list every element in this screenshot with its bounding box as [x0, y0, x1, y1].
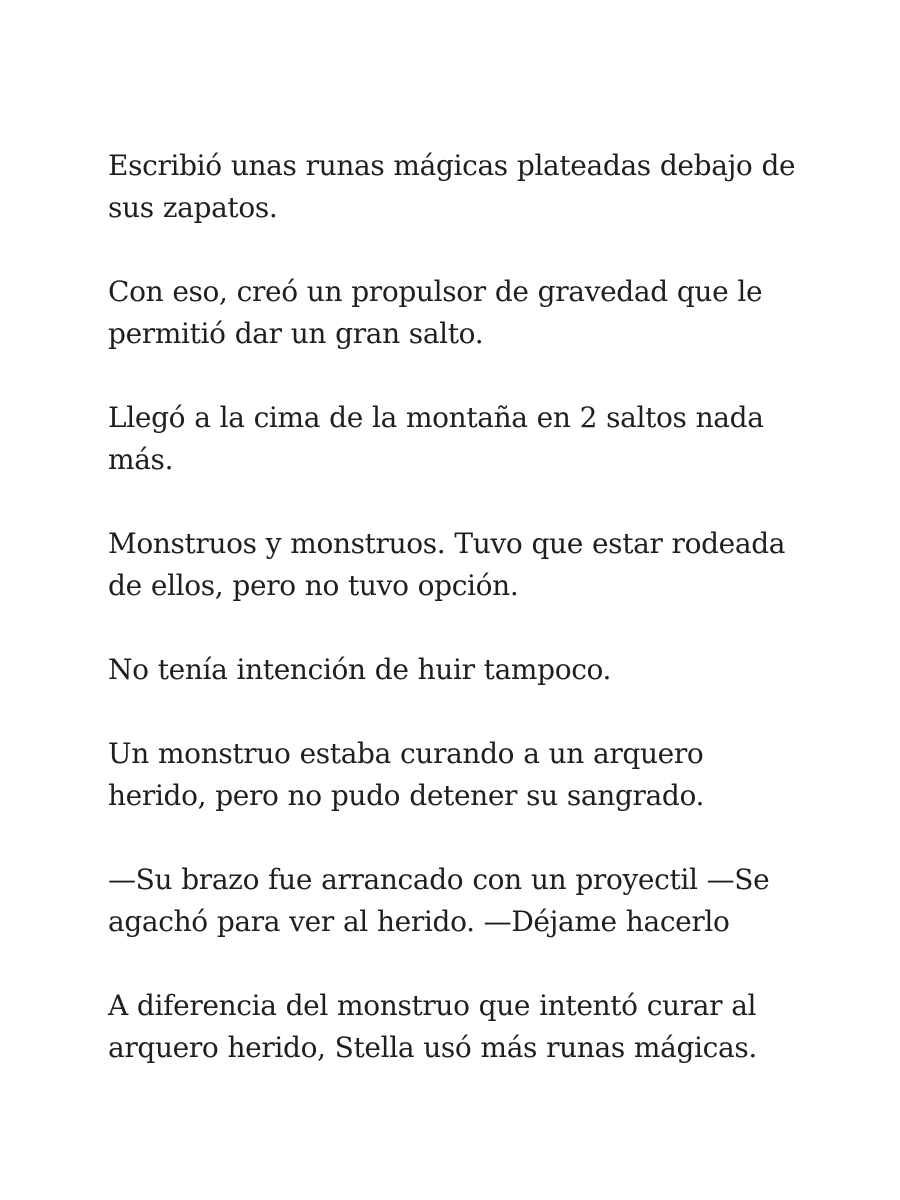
paragraph-8: A diferencia del monstruo que intentó curar al arquero herido, Stella usó más runas mágicas.: [108, 989, 757, 1064]
text-column: [108, 145, 800, 1069]
paragraph-6: Un monstruo estaba curando a un arquero herido, pero no pudo detener su sangrado.: [108, 737, 705, 812]
paragraph-1: Escribió unas runas mágicas plateadas debajo de sus zapatos.: [108, 149, 796, 224]
paragraph-7: —Su brazo fue arrancado con un proyectil —Se agachó para ver al herido. —Déjame hacerlo: [108, 863, 770, 938]
paragraph-2: Con eso, creó un propulsor de gravedad que le permitió dar un gran salto.: [108, 275, 763, 350]
paragraph-4: Monstruos y monstruos. Tuvo que estar rodeada de ellos, pero no tuvo opción.: [108, 527, 786, 602]
paragraph-5: No tenía intención de huir tampoco.: [108, 653, 612, 686]
paragraph-3: Llegó a la cima de la montaña en 2 saltos nada más.: [108, 401, 764, 476]
